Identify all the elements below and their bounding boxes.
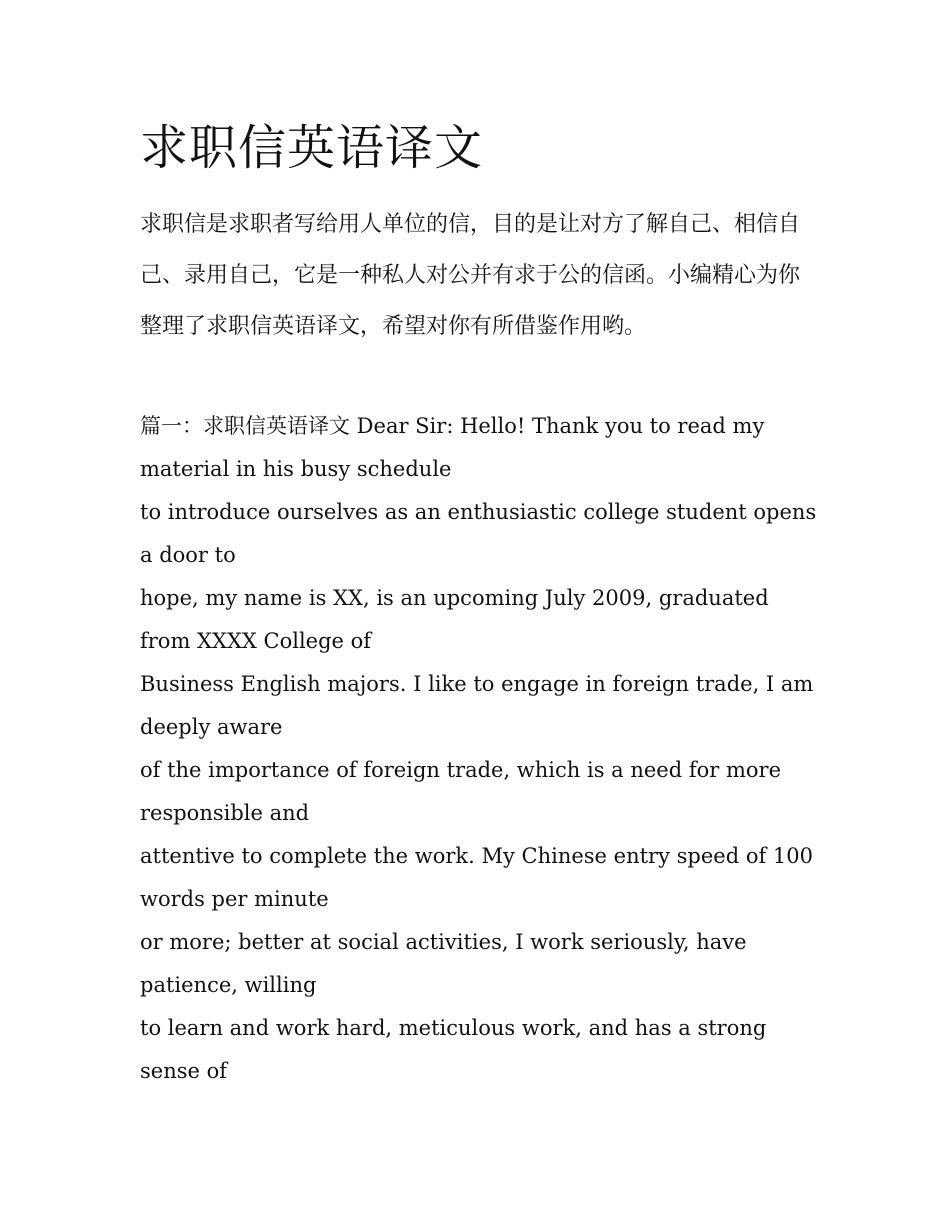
- body-line: hope, my name is XX, is an upcoming July 2009, graduated from XXXX College of: [140, 586, 769, 653]
- letter-body: [140, 405, 820, 1093]
- body-line: attentive to complete the work. My Chinese entry speed of 100 words per minute: [140, 844, 813, 911]
- body-line: Business English majors. I like to engage in foreign trade, I am deeply aware: [140, 672, 814, 739]
- document-title: 求职信英语译文: [140, 120, 484, 176]
- body-line: to introduce ourselves as an enthusiastic college student opens a door to: [140, 500, 817, 567]
- body-line: of the importance of foreign trade, which is a need for more responsible and: [140, 758, 782, 825]
- body-line: to learn and work hard, meticulous work, and has a strong sense of: [140, 1016, 767, 1083]
- body-line: or more; better at social activities, I work seriously, have patience, willing: [140, 930, 747, 997]
- body-line: 篇一：求职信英语译文 Dear Sir: Hello! Thank you to read my material in his busy schedule: [140, 414, 765, 481]
- intro-paragraph: 求职信是求职者写给用人单位的信，目的是让对方了解自己、相信自己、录用自己，它是一种私人对公并有求于公的信函。小编精心为你整理了求职信英语译文，希望对你有所借鉴作用哟。: [140, 212, 801, 339]
